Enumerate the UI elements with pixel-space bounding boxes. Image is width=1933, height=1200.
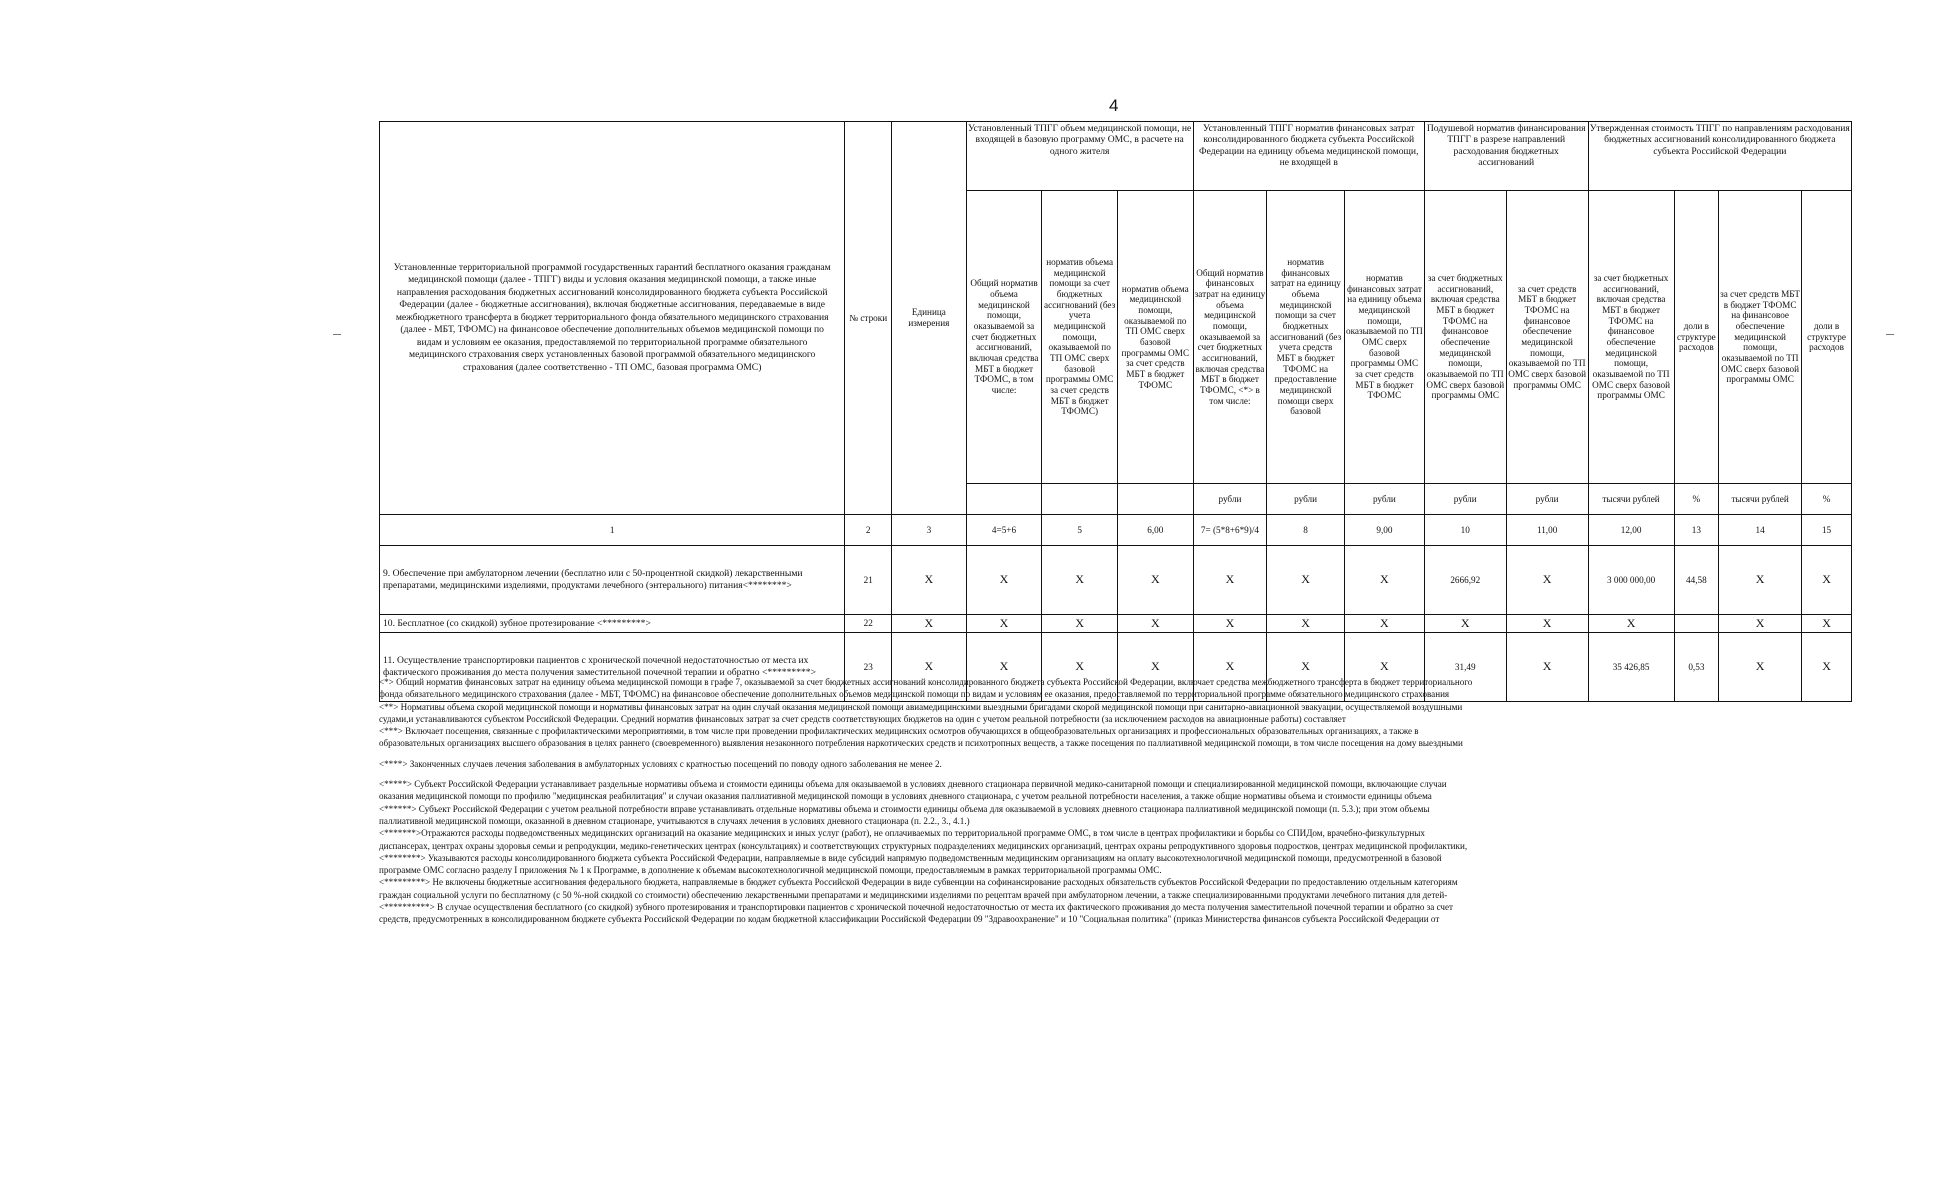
unit-col14: тысячи рублей xyxy=(1719,484,1802,515)
footnote-line: <***> Включает посещения, связанные с профилактическими мероприятиями, в том числе при проведении профилактических медицинских осмотров обучающихся в общеобразовательных организациях и профессиональных образовательных организациях, а также в xyxy=(379,726,1419,737)
table-cell: X xyxy=(966,615,1042,633)
sub-header-col13: доли в структуре расходов xyxy=(1674,191,1719,484)
table-cell: 23 xyxy=(845,633,892,702)
table-cell: X xyxy=(1588,615,1674,633)
column-number-11: 11,00 xyxy=(1506,515,1588,546)
sub-header-col5: норматив объема медицинской помощи за счет бюджетных ассигнований (без учета медицинской помощи, оказываемой по ТП ОМС сверх базовой программы ОМС за счет средств МБТ в бюджет ТФОМС) xyxy=(1042,191,1118,484)
table-cell: 35 426,85 xyxy=(1588,633,1674,702)
table-cell: X xyxy=(1802,546,1852,615)
table-row xyxy=(380,546,1852,615)
footnote-line: образовательных организациях высшего образования в целях раннего (своевременного) выявления незаконного потребления наркотических средств и психотропных веществ, а также посещения по паллиативной медицинской помощи, в том числе посещения на дому выездными xyxy=(379,738,1463,749)
footnote-line: <********> Указываются расходы консолидированного бюджета субъекта Российской Федерации, направляемые в виде субсидий напрямую подведомственным медицинским организациям на оплату высокотехнологичной медицинской помощи, предусмотренной в базовой xyxy=(379,852,1442,863)
table-cell: X xyxy=(1506,633,1588,702)
table-cell: X xyxy=(1344,615,1424,633)
table-cell: X xyxy=(1719,546,1802,615)
sub-header-col6: норматив объема медицинской помощи, оказываемой по ТП ОМС сверх базовой программы ОМС за счет средств МБТ в бюджет ТФОМС xyxy=(1117,191,1193,484)
footnote-line: диспансерах, центрах охраны здоровья семьи и репродукции, медико-генетических центрах (консультациях) и соответствующих структурных подразделениях медицинских организаций, центрах охраны репродуктивного здоровья подростков, центрах медицинской профилактики, xyxy=(379,840,1468,851)
table-cell: X xyxy=(1117,546,1193,615)
column-number-7: 7= (5*8+6*9)/4 xyxy=(1193,515,1267,546)
column-number-1: 1 xyxy=(380,515,845,546)
table-cell: X xyxy=(1042,615,1118,633)
sub-header-col12: за счет бюджетных ассигнований, включая средства МБТ в бюджет ТФОМС на финансовое обеспечение медицинской помощи, оказываемой по ТП ОМС сверх базовой программы ОМС xyxy=(1588,191,1674,484)
column-number-8: 8 xyxy=(1267,515,1345,546)
unit-col15: % xyxy=(1802,484,1852,515)
volume-group-header: Установленный ТПГГ объем медицинской помощи, не входящей в базовую программу ОМС, в расчете на одного жителя xyxy=(966,122,1193,191)
sub-header-col11: за счет средств МБТ в бюджет ТФОМС на финансовое обеспечение медицинской помощи, оказываемой по ТП ОМС сверх базовой программы ОМС xyxy=(1506,191,1588,484)
column-number-4: 4=5+6 xyxy=(966,515,1042,546)
unit-col4 xyxy=(966,484,1042,515)
table-cell: X xyxy=(892,615,967,633)
row-number-header: № строки xyxy=(845,122,892,515)
table-cell: X xyxy=(892,546,967,615)
table-cell: X xyxy=(1719,633,1802,702)
sub-header-col4: Общий норматив объема медицинской помощи, оказываемой за счет бюджетных ассигнований, включая средства МБТ в бюджет ТФОМС, в том числе: xyxy=(966,191,1042,484)
table-cell: 31,49 xyxy=(1424,633,1506,702)
table-cell: X xyxy=(1344,546,1424,615)
footnote-line: <****> Законченных случаев лечения заболевания в амбулаторных условиях с кратностью посещений по поводу одного заболевания не менее 2. xyxy=(379,758,942,769)
footnote-line: судами,и устанавливаются субъектом Российской Федерации. Средний норматив финансовых затрат за счет средств соответствующих бюджетов на один с учетом реальной потребности (за исключением расходов на авиационные работы) составляет xyxy=(379,713,1346,724)
table-cell: X xyxy=(1506,615,1588,633)
footnote-line: программе ОМС согласно разделу I приложения № 1 к Программе, в дополнение к объемам высокотехнологичной медицинской помощи, предоставляемым в рамках территориальной программы ОМС. xyxy=(379,865,1162,876)
table-cell: X xyxy=(966,546,1042,615)
column-number-15: 15 xyxy=(1802,515,1852,546)
table-cell: 44,58 xyxy=(1674,546,1719,615)
footnote-line: средств, предусмотренных в консолидированном бюджете субъекта Российской Федерации по кодам бюджетной классификации Российской Федерации 09 "Здравоохранение" и 10 "Социальная политика" (приказ Министерства финансов субъекта Российской Федерации от xyxy=(379,914,1440,925)
table-cell: X xyxy=(1719,615,1802,633)
sub-header-col10: за счет бюджетных ассигнований, включая средства МБТ в бюджет ТФОМС на финансовое обеспечение медицинской помощи, оказываемой по ТП ОМС сверх базовой программы ОМС xyxy=(1424,191,1506,484)
table-cell: 21 xyxy=(845,546,892,615)
sub-header-col9: норматив финансовых затрат на единицу объема медицинской помощи, оказываемой по ТП ОМС сверх базовой программы ОМС за счет средств МБТ в бюджет ТФОМС xyxy=(1344,191,1424,484)
table-cell: X xyxy=(1193,633,1267,702)
cost-norm-group-header: Установленный ТПГГ норматив финансовых затрат консолидированного бюджета субъекта Российской Федерации на единицу объема медицинской помощи, не входящей в xyxy=(1193,122,1424,191)
footnote-line: <******> Субъект Российской Федерации с учетом реальной потребности вправе устанавливать отдельные нормативы объема и стоимости единицы объема для оказываемой в условиях дневного стационара паллиативной медицинской помощи (п. 5.3.); при этом объемы xyxy=(379,803,1430,814)
footnote-line: <**********> В случае осуществления бесплатного (со скидкой) зубного протезирования и транспортировки пациентов с хронической почечной недостаточностью от места их фактического проживания до места получения заместительной почечной терапии и обратно за счет xyxy=(379,902,1454,913)
footnote-line: оказания медицинской помощи по профилю "медицинская реабилитация" и случаи оказания паллиативной медицинской помощи в условиях дневного стационара, с учетом реальной потребности населения, а также общие нормативы объема и стоимости единицы объема xyxy=(379,791,1432,802)
table-cell: X xyxy=(1267,546,1345,615)
footnote-line: <*****> Субъект Российской Федерации устанавливает раздельные нормативы объема и стоимости единицы объема для оказываемой в условиях дневного стационара первичной медико-санитарной помощи и специализированной медицинской помощи, включающие случаи xyxy=(379,779,1447,790)
table-cell: 3 000 000,00 xyxy=(1588,546,1674,615)
table-cell: X xyxy=(1117,615,1193,633)
footnote-line: <**> Нормативы объема скорой медицинской помощи и нормативы финансовых затрат на один случай оказания медицинской помощи авиамедицинскими выездными бригадами скорой медицинской помощи при санитарно-авиационной эвакуации, осуществляемой воздушными xyxy=(379,701,1463,712)
footnote-line: <*********> Не включены бюджетные ассигнования федерального бюджета, направляемые в бюджет субъекта Российской Федерации в виде субвенции на софинансирование расходных обязательств субъектов Российской Федерации по предоставлению отдельным категориям xyxy=(379,877,1458,888)
footnote-line: паллиативной медицинской помощи, оказанной в дневном стационаре, учитываются в случаях лечения в условиях дневного стационара (п. 2.2., 3., 4.1.) xyxy=(379,815,970,826)
table-cell: X xyxy=(1802,633,1852,702)
unit-col13: % xyxy=(1674,484,1719,515)
table-cell: X xyxy=(892,633,967,702)
page-number: 4 xyxy=(1109,96,1119,115)
column-number-9: 9,00 xyxy=(1344,515,1424,546)
scan-mark xyxy=(333,334,341,335)
column-number-10: 10 xyxy=(1424,515,1506,546)
description-header: Установленные территориальной программой государственных гарантий бесплатного оказания гражданам медицинской помощи (далее - ТПГГ) виды и условия оказания медицинской помощи, а также иные направления расходования бюджетных ассигнований консолидированного бюджета субъекта Российской Федерации (далее - бюджетные ассигнования), включая бюджетные ассигнования, передаваемые в виде межбюджетного трансферта в бюджет территориального фонда обязательного медицинского страхования (далее - МБТ, ТФОМС) на финансовое обеспечение дополнительных объемов медицинской помощи по видам и условиям ее оказания, предоставляемой по территориальной программе обязательного медицинского страхования сверх установленных базовой программой обязательного медицинского страхования (далее соответственно - ТП ОМС, базовая программа ОМС) xyxy=(380,122,845,515)
footnote-line: <*> Общий норматив финансовых затрат на единицу объема медицинской помощи в графе 7, оказываемой за счет бюджетных ассигнований консолидированного бюджета субъекта Российской Федерации, включает средства межбюджетного трансферта в бюджет территориального xyxy=(379,677,1473,687)
sub-header-col8: норматив финансовых затрат на единицу объема медицинской помощи за счет бюджетных ассигнований (без учета средств МБТ в бюджет ТФОМС на предоставление медицинской помощи сверх базовой xyxy=(1267,191,1345,484)
column-number-13: 13 xyxy=(1674,515,1719,546)
table-cell: X xyxy=(1267,633,1345,702)
footnote-line: граждан социальной услуги по бесплатному (с 50 %-ной скидкой со стоимости) обеспечению лекарственными препаратами и медицинскими изделиями по рецептам врачей при амбулаторном лечении, а также специализированными продуктами лечебного питания для детей- xyxy=(379,889,1448,900)
unit-col11: рубли xyxy=(1506,484,1588,515)
sub-header-col15: доли в структуре расходов xyxy=(1802,191,1852,484)
unit-col9: рубли xyxy=(1344,484,1424,515)
column-number-6: 6,00 xyxy=(1117,515,1193,546)
table-cell: X xyxy=(1193,615,1267,633)
financing-table xyxy=(379,121,1852,702)
table-cell: X xyxy=(1424,615,1506,633)
table-cell: 22 xyxy=(845,615,892,633)
row-label: 9. Обеспечение при амбулаторном лечении (бесплатно или с 50-процентной скидкой) лекарственными препаратами, медицинскими изделиями, продуктами лечебного (энтерального) питания<********> xyxy=(380,546,845,615)
unit-header: Единица измерения xyxy=(892,122,967,515)
table-cell: X xyxy=(1506,546,1588,615)
scan-mark xyxy=(1886,334,1894,335)
footnotes xyxy=(379,676,1859,926)
table-row xyxy=(380,615,1852,633)
unit-col7: рубли xyxy=(1193,484,1267,515)
unit-col10: рубли xyxy=(1424,484,1506,515)
unit-col12: тысячи рублей xyxy=(1588,484,1674,515)
table-cell: 2666,92 xyxy=(1424,546,1506,615)
column-number-5: 5 xyxy=(1042,515,1118,546)
footnote-line: <*******>Отражаются расходы подведомственных медицинских организаций на оказание медицинских и иных услуг (работ), не оплачиваемых по территориальной программе ОМС, в том числе в центрах профилактики и борьбы со СПИДом, врачебно-физкультурных xyxy=(379,828,1425,839)
table-cell: X xyxy=(1344,633,1424,702)
column-number-3: 3 xyxy=(892,515,967,546)
column-number-14: 14 xyxy=(1719,515,1802,546)
table-cell: X xyxy=(966,633,1042,702)
unit-col8: рубли xyxy=(1267,484,1345,515)
table-cell: X xyxy=(1042,546,1118,615)
sub-header-col14: за счет средств МБТ в бюджет ТФОМС на финансовое обеспечение медицинской помощи, оказываемой по ТП ОМС сверх базовой программы ОМС xyxy=(1719,191,1802,484)
footnote-line: фонда обязательного медицинского страхования (далее - МБТ, ТФОМС) на финансовое обеспечение дополнительных объемов медицинской помощи по видам и условиям ее оказания, предоставляемой по территориальной программе обязательного медицинского страхования xyxy=(379,689,1450,700)
sub-header-col7: Общий норматив финансовых затрат на единицу объема медицинской помощи, оказываемой за счет бюджетных ассигнований, включая средства МБТ в бюджет ТФОМС, <*> в том числе: xyxy=(1193,191,1267,484)
table-cell: X xyxy=(1267,615,1345,633)
column-number-2: 2 xyxy=(845,515,892,546)
column-number-12: 12,00 xyxy=(1588,515,1674,546)
table-cell: X xyxy=(1117,633,1193,702)
row-label: 10. Бесплатное (со скидкой) зубное протезирование <*********> xyxy=(380,615,845,633)
table-cell: 0,53 xyxy=(1674,633,1719,702)
table-cell: X xyxy=(1193,546,1267,615)
approved-cost-group-header: Утвержденная стоимость ТПГГ по направлениям расходования бюджетных ассигнований консолидированного бюджета субъекта Российской Федерации xyxy=(1588,122,1851,191)
unit-col6 xyxy=(1117,484,1193,515)
per-capita-group-header: Подушевой норматив финансирования ТПГГ в разрезе направлений расходования бюджетных ассигнований xyxy=(1424,122,1588,191)
unit-col5 xyxy=(1042,484,1118,515)
table-cell: X xyxy=(1042,633,1118,702)
table-cell: X xyxy=(1802,615,1852,633)
row-label: 11. Осуществление транспортировки пациентов с хронической почечной недостаточностью от места их фактического проживания до места получения заместительной почечной терапии и обратно <*********> xyxy=(380,633,845,702)
table-cell xyxy=(1674,615,1719,633)
